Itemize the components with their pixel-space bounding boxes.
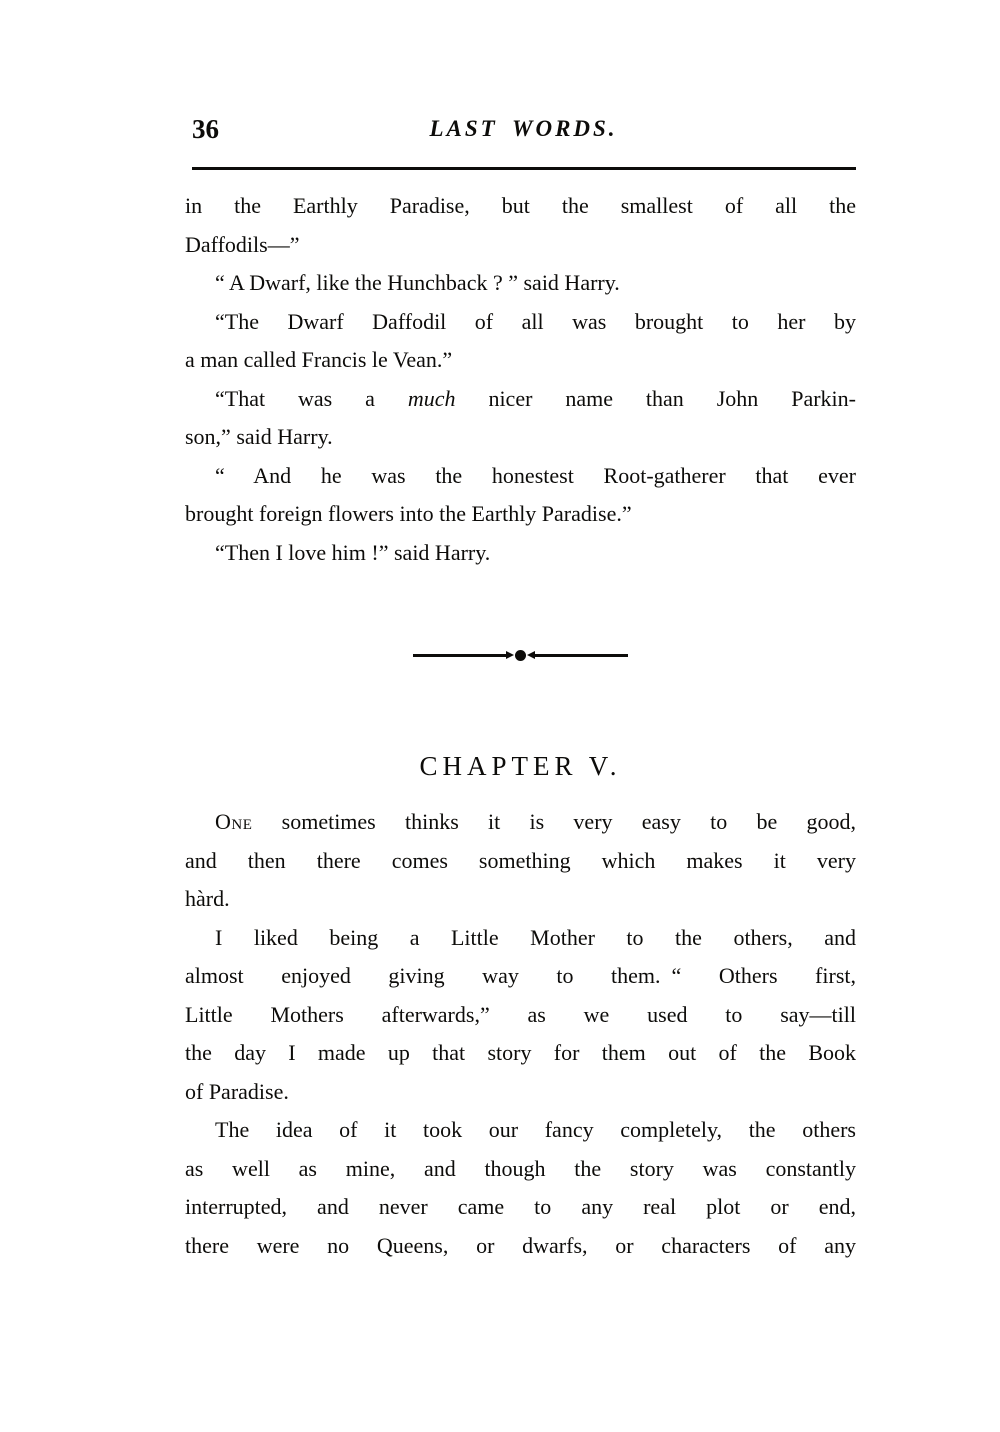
text-line: of Paradise. [185,1078,289,1104]
text-line: One sometimes thinks it is very easy to be good, [215,809,856,834]
text-line: “ A Dwarf, like the Hunchback ? ” said Harry. [215,270,620,295]
text-line: Little Mothers afterwards,” as we used to say—till [185,1001,856,1027]
chapter-heading: CHAPTER V. [419,751,622,781]
divider-line-right [534,654,628,657]
text-line: and then there comes something which makes it very [185,847,856,873]
section-chapter-5-opening [185,803,856,1265]
section-chapter-4-ending [185,187,856,572]
text-line: there were no Queens, or dwarfs, or characters of any [185,1232,856,1258]
text-line: brought foreign flowers into the Earthly Paradise.” [185,501,632,526]
paragraph [185,1111,856,1265]
page-number: 36 [192,114,219,144]
paragraph [185,457,856,534]
text-line: a man called Francis le Vean.” [185,347,453,372]
running-head-title: LAST WORDS. [429,116,618,141]
section-divider-ornament [185,649,856,661]
paragraph [185,264,856,303]
text-line: “Then I love him !” said Harry. [215,539,491,565]
paragraph [185,187,856,264]
paragraph [185,380,856,457]
text-line: almost enjoyed giving way to them. “ Others first, [185,963,856,988]
text-line: hàrd. [185,886,230,911]
text-line: in the Earthly Paradise, but the smallest of all the [185,193,856,218]
text-line: interrupted, and never came to any real plot or end, [185,1194,856,1219]
paragraph [185,919,856,1112]
divider-line-left [413,654,507,657]
text-line: The idea of it took our fancy completely, the others [215,1117,856,1142]
paragraph [185,534,856,573]
text-line: Daffodils—” [185,231,300,257]
text-line: I liked being a Little Mother to the others, and [215,924,856,950]
text-line: “That was a much nicer name than John Parkin- [215,385,856,411]
text-line: son,” said Harry. [185,424,333,449]
header-rule [192,167,856,170]
text-line: “ And he was the honestest Root-gatherer that ever [215,462,856,488]
running-head [190,113,857,147]
divider-arrowhead-left [506,651,514,659]
text-line: “The Dwarf Daffodil of all was brought to her by [215,308,856,334]
paragraph [185,803,856,919]
paragraph [185,303,856,380]
divider-center-dot [515,650,526,661]
text-line: the day I made up that story for them out of the Book [185,1040,856,1065]
text-line: as well as mine, and though the story was constantly [185,1155,856,1181]
